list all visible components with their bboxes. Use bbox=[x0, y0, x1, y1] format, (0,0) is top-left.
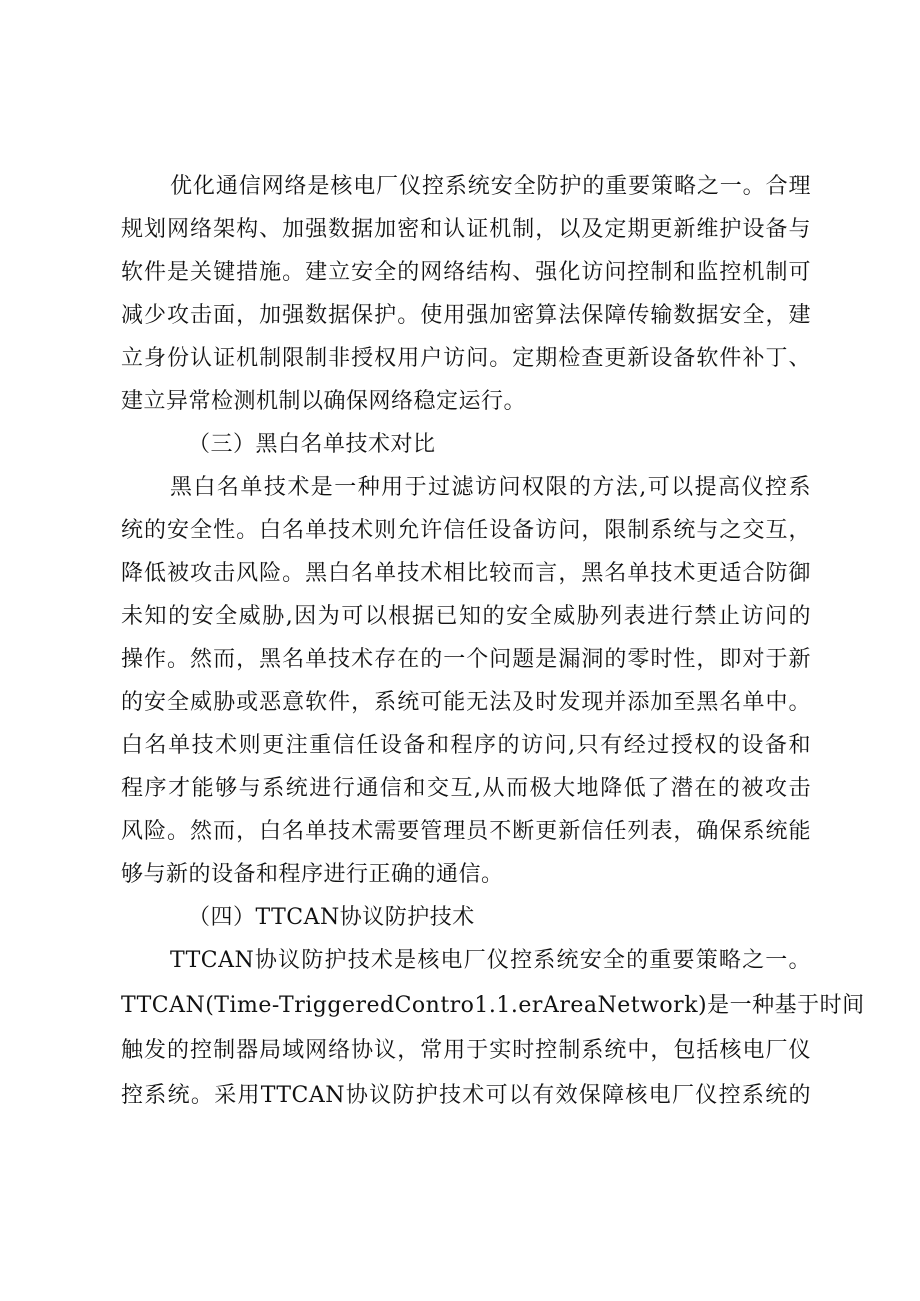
paragraph-line: 控系统。采用TTCAN协议防护技术可以有效保障核电厂仪控系统的 bbox=[121, 1083, 811, 1108]
paragraph-line: TTCAN(Time-TriggeredContro1.1.erAreaNetwork)是一种基于时间 bbox=[121, 993, 865, 1018]
paragraph-line: 立身份认证机制限制非授权用户访问。定期检查更新设备软件补丁、 bbox=[121, 346, 811, 371]
paragraph-line: 减少攻击面，加强数据保护。使用强加密算法保障传输数据安全，建 bbox=[121, 303, 811, 328]
paragraph-line: 优化通信网络是核电厂仪控系统安全防护的重要策略之一。合理 bbox=[170, 174, 811, 199]
paragraph-line: 操作。然而，黑名单技术存在的一个问题是漏洞的零时性，即对于新 bbox=[121, 647, 811, 672]
paragraph-line: 够与新的设备和程序进行正确的通信。 bbox=[121, 862, 504, 887]
paragraph-line: 触发的控制器局域网络协议，常用于实时控制系统中，包括核电厂仪 bbox=[121, 1038, 811, 1063]
section-heading-3: （三）黑白名单技术对比 bbox=[188, 432, 436, 457]
paragraph-line: 黑白名单技术是一种用于过滤访问权限的方法,可以提高仪控系 bbox=[170, 475, 811, 500]
paragraph-line: 软件是关键措施。建立安全的网络结构、强化访问控制和监控机制可 bbox=[121, 260, 811, 285]
paragraph-line: 的安全威胁或恶意软件，系统可能无法及时发现并添加至黑名单中。 bbox=[121, 690, 811, 715]
paragraph-line: 建立异常检测机制以确保网络稳定运行。 bbox=[121, 389, 527, 414]
paragraph-line: 程序才能够与系统进行通信和交互,从而极大地降低了潜在的被攻击 bbox=[121, 776, 811, 801]
paragraph-line: 风险。然而，白名单技术需要管理员不断更新信任列表，确保系统能 bbox=[121, 819, 811, 844]
paragraph-line: 白名单技术则更注重信任设备和程序的访问,只有经过授权的设备和 bbox=[121, 733, 811, 758]
paragraph-line: 未知的安全威胁,因为可以根据已知的安全威胁列表进行禁止访问的 bbox=[121, 604, 811, 629]
paragraph-line: TTCAN协议防护技术是核电厂仪控系统安全的重要策略之一。 bbox=[170, 948, 811, 973]
paragraph-line: 规划网络架构、加强数据加密和认证机制，以及定期更新维护设备与 bbox=[121, 217, 811, 242]
paragraph-line: 统的安全性。白名单技术则允许信任设备访问，限制系统与之交互， bbox=[121, 518, 811, 543]
section-heading-4: （四）TTCAN协议防护技术 bbox=[188, 905, 475, 930]
paragraph-line: 降低被攻击风险。黑白名单技术相比较而言，黑名单技术更适合防御 bbox=[121, 561, 811, 586]
